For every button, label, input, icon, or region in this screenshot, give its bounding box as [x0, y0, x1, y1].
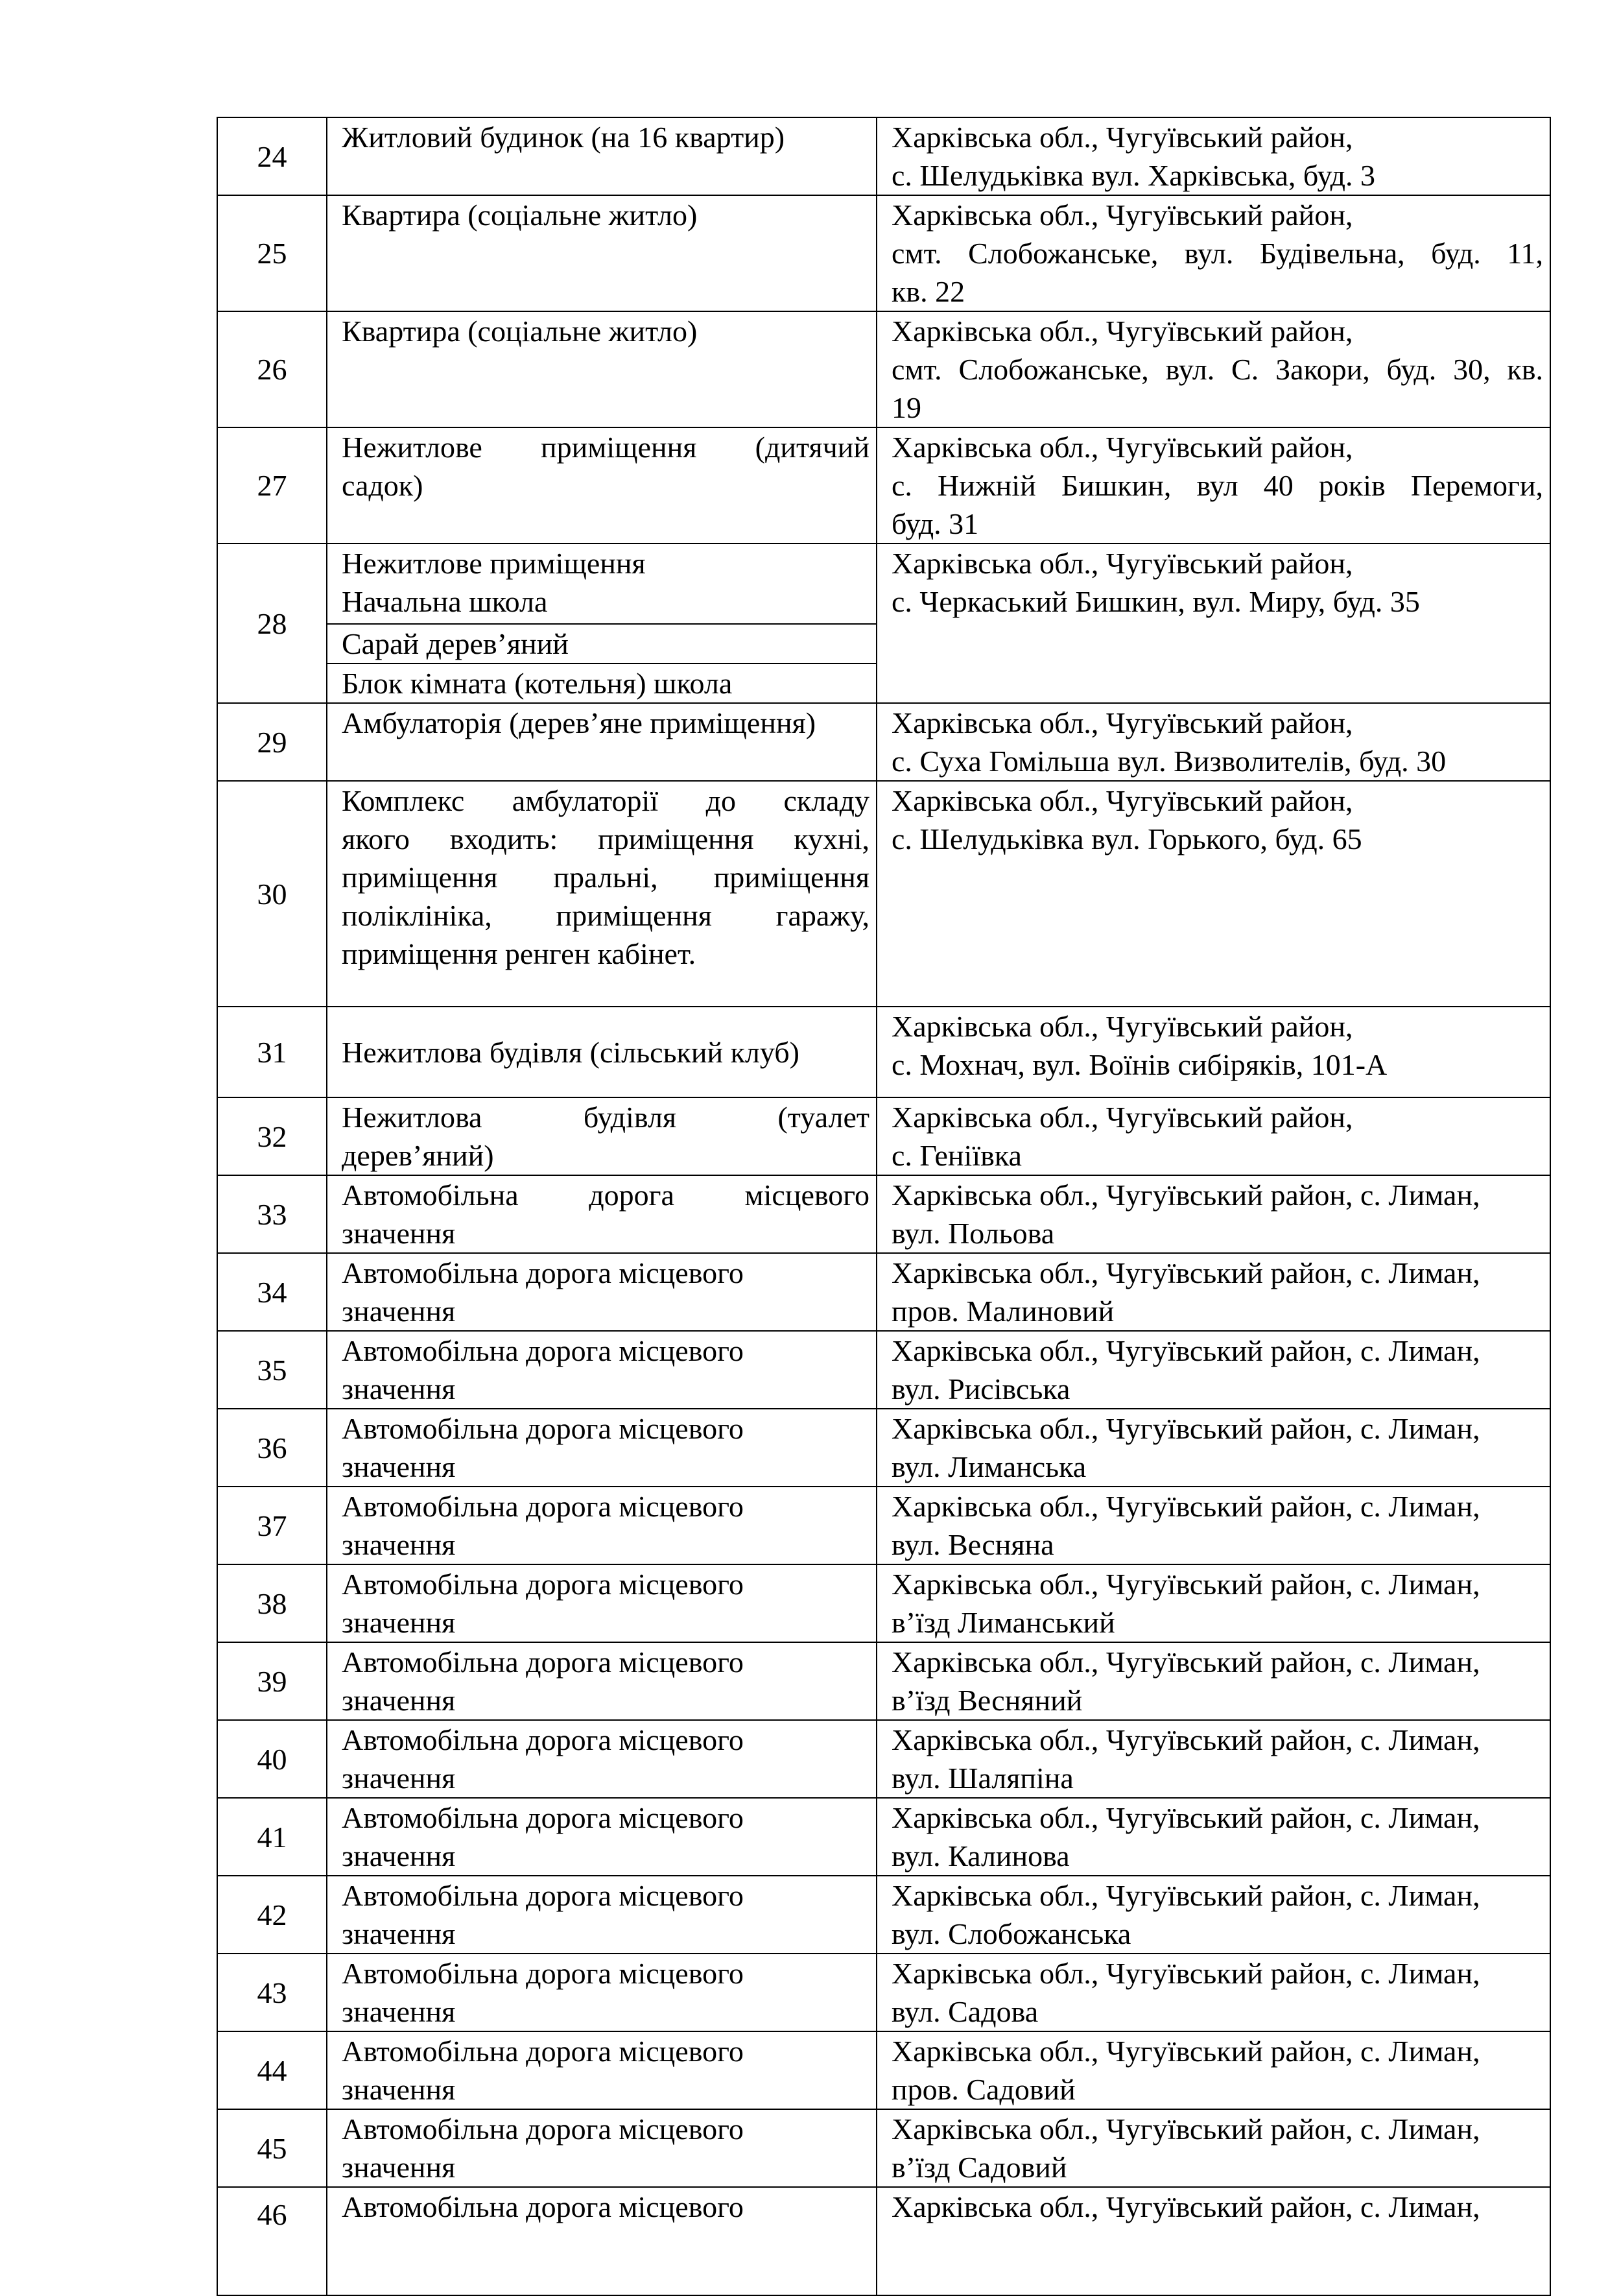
object-name: Блок кімната (котельня) школа	[327, 664, 877, 703]
name-line: приміщення ренген кабінет.	[342, 937, 696, 970]
name-line: значення	[342, 1606, 456, 1639]
object-address	[877, 1798, 1550, 1876]
name-line: садок)	[342, 469, 423, 502]
row-number: 46	[217, 2187, 327, 2295]
table-row	[217, 1007, 1550, 1097]
address-line: Харківська обл., Чугуївський район,	[892, 784, 1353, 817]
row-number: 37	[217, 1487, 327, 1564]
row-number: 34	[217, 1253, 327, 1331]
address-line: Харківська обл., Чугуївський район, с. Лиман,	[892, 1879, 1480, 1912]
name-line: значення	[342, 1684, 456, 1717]
table-row	[217, 781, 1550, 1007]
object-name	[327, 1409, 877, 1487]
name-line: Автомобільна дорога місцевого	[342, 1178, 869, 1212]
name-line: поліклініка, приміщення гаражу,	[342, 899, 869, 932]
table-row	[217, 195, 1550, 311]
name-line: значення	[342, 1839, 456, 1872]
address-line: Харківська обл., Чугуївський район, с. Лиман,	[892, 1723, 1480, 1756]
object-name: Квартира (соціальне житло)	[327, 311, 877, 427]
address-line: вул. Польова	[892, 1217, 1055, 1250]
object-address	[877, 427, 1550, 544]
name-line: Нежитлова будівля (туалет	[342, 1101, 869, 1134]
table-row	[217, 117, 1550, 195]
address-line: Харківська обл., Чугуївський район, с. Лиман,	[892, 1568, 1480, 1601]
object-address	[877, 781, 1550, 1007]
row-number: 28	[217, 544, 327, 703]
address-line: Харківська обл., Чугуївський район, с. Лиман,	[892, 1957, 1480, 1990]
table-row	[217, 1253, 1550, 1331]
object-name	[327, 1253, 877, 1331]
table-row	[217, 703, 1550, 781]
table-row	[217, 1331, 1550, 1409]
address-line: вул. Шаляпіна	[892, 1762, 1074, 1795]
row-number: 32	[217, 1097, 327, 1175]
table-row	[217, 2109, 1550, 2187]
address-line: в’їзд Лиманський	[892, 1606, 1115, 1639]
name-line: значення	[342, 1995, 456, 2028]
name-line: Автомобільна дорога місцевого	[342, 1879, 744, 1912]
object-name	[327, 1487, 877, 1564]
address-line: вул. Весняна	[892, 1528, 1054, 1561]
address-line: Харківська обл., Чугуївський район,	[892, 547, 1353, 580]
address-line: Харківська обл., Чугуївський район, с. Лиман,	[892, 2035, 1480, 2068]
row-number: 42	[217, 1876, 327, 1954]
name-line: Автомобільна дорога місцевого	[342, 1723, 744, 1756]
object-name: Житловий будинок (на 16 квартир)	[327, 117, 877, 195]
name-line: Комплекс амбулаторії до складу	[342, 784, 869, 817]
address-line: Харківська обл., Чугуївський район, с. Лиман,	[892, 1412, 1480, 1445]
address-line: Харківська обл., Чугуївський район, с. Лиман,	[892, 1490, 1480, 1523]
row-number: 26	[217, 311, 327, 427]
name-line: Автомобільна дорога місцевого	[342, 1957, 744, 1990]
object-name: Нежитлова будівля (сільський клуб)	[327, 1007, 877, 1097]
object-address	[877, 1720, 1550, 1798]
object-address	[877, 117, 1550, 195]
name-line: значення	[342, 1450, 456, 1483]
object-address	[877, 195, 1550, 311]
object-address	[877, 1409, 1550, 1487]
address-line: Харківська обл., Чугуївський район, с. Лиман,	[892, 1178, 1480, 1212]
object-address	[877, 1876, 1550, 1954]
name-line: Автомобільна дорога місцевого	[342, 1490, 744, 1523]
row-number: 45	[217, 2109, 327, 2187]
address-line: Харківська обл., Чугуївський район, с. Лиман,	[892, 1645, 1480, 1679]
row-number: 39	[217, 1642, 327, 1720]
address-line: Харківська обл., Чугуївський район,	[892, 315, 1353, 348]
name-line: Начальна школа	[342, 585, 548, 618]
row-number: 40	[217, 1720, 327, 1798]
name-line: Автомобільна дорога місцевого	[342, 2035, 744, 2068]
row-number: 30	[217, 781, 327, 1007]
name-line: приміщення пральні, приміщення	[342, 861, 869, 894]
address-line: Харківська обл., Чугуївський район,	[892, 198, 1353, 232]
address-line: вул. Слобожанська	[892, 1917, 1131, 1950]
object-address	[877, 2109, 1550, 2187]
object-address	[877, 1642, 1550, 1720]
name-line: Автомобільна дорога місцевого	[342, 1256, 744, 1289]
object-address	[877, 544, 1550, 703]
object-name: Амбулаторія (дерев’яне приміщення)	[327, 703, 877, 781]
name-line: значення	[342, 1917, 456, 1950]
object-name: Автомобільна дорога місцевого	[327, 2187, 877, 2295]
name-line: Нежитлове приміщення	[342, 547, 646, 580]
row-number: 31	[217, 1007, 327, 1097]
address-line: смт. Слобожанське, вул. Будівельна, буд. 11,	[892, 237, 1543, 270]
object-name	[327, 1954, 877, 2031]
object-name	[327, 1642, 877, 1720]
object-name	[327, 427, 877, 544]
table-row	[217, 1954, 1550, 2031]
table-row	[217, 1487, 1550, 1564]
name-line: Автомобільна дорога місцевого	[342, 1334, 744, 1367]
address-line: с. Суха Гомільша вул. Визволителів, буд. 30	[892, 745, 1447, 778]
object-name	[327, 544, 877, 624]
address-line: с. Шелудьківка вул. Харківська, буд. 3	[892, 159, 1376, 192]
object-name	[327, 1097, 877, 1175]
address-line: вул. Лиманська	[892, 1450, 1087, 1483]
object-address	[877, 2187, 1550, 2295]
table-row	[217, 2031, 1550, 2109]
object-address	[877, 1253, 1550, 1331]
name-line: значення	[342, 2073, 456, 2106]
address-line: с. Геніївка	[892, 1139, 1022, 1172]
name-line: якого входить: приміщення кухні,	[342, 822, 869, 855]
row-number: 36	[217, 1409, 327, 1487]
property-table	[217, 117, 1551, 2296]
address-line: Харківська обл., Чугуївський район, с. Лиман,	[892, 2190, 1480, 2223]
row-number: 33	[217, 1175, 327, 1253]
name-line: Автомобільна дорога місцевого	[342, 1645, 744, 1679]
table-row	[217, 1642, 1550, 1720]
object-name	[327, 1876, 877, 1954]
address-line: вул. Калинова	[892, 1839, 1070, 1872]
object-name	[327, 1564, 877, 1642]
name-line: Автомобільна дорога місцевого	[342, 1412, 744, 1445]
row-number: 29	[217, 703, 327, 781]
object-address	[877, 703, 1550, 781]
row-number: 27	[217, 427, 327, 544]
address-line: пров. Садовий	[892, 2073, 1076, 2106]
address-line: смт. Слобожанське, вул. С. Закори, буд. 30, кв.	[892, 353, 1543, 386]
table-row	[217, 1409, 1550, 1487]
address-line: в’їзд Весняний	[892, 1684, 1083, 1717]
table-row	[217, 427, 1550, 544]
address-line: Харківська обл., Чугуївський район,	[892, 706, 1353, 739]
object-address	[877, 1175, 1550, 1253]
name-line: значення	[342, 1762, 456, 1795]
address-line: Харківська обл., Чугуївський район,	[892, 121, 1353, 154]
row-number: 44	[217, 2031, 327, 2109]
address-line: с. Шелудьківка вул. Горького, буд. 65	[892, 822, 1362, 855]
object-address	[877, 1097, 1550, 1175]
address-line: 19	[892, 391, 921, 424]
object-name: Квартира (соціальне житло)	[327, 195, 877, 311]
table-row	[217, 544, 1550, 624]
address-line: Харківська обл., Чугуївський район,	[892, 431, 1353, 464]
row-number: 41	[217, 1798, 327, 1876]
object-name	[327, 2031, 877, 2109]
row-number: 24	[217, 117, 327, 195]
name-line: дерев’яний)	[342, 1139, 494, 1172]
object-name: Сарай дерев’яний	[327, 624, 877, 664]
table-row	[217, 1564, 1550, 1642]
table-row	[217, 1798, 1550, 1876]
address-line: Харківська обл., Чугуївський район,	[892, 1010, 1353, 1043]
address-line: Харківська обл., Чугуївський район, с. Лиман,	[892, 1256, 1480, 1289]
object-name	[327, 1720, 877, 1798]
address-line: пров. Малиновий	[892, 1295, 1115, 1328]
row-number: 38	[217, 1564, 327, 1642]
object-name	[327, 781, 877, 1007]
name-line: Автомобільна дорога місцевого	[342, 1801, 744, 1834]
address-line: буд. 31	[892, 507, 979, 540]
table-row	[217, 1175, 1550, 1253]
row-number: 43	[217, 1954, 327, 2031]
object-name	[327, 2109, 877, 2187]
row-number: 35	[217, 1331, 327, 1409]
name-line: Автомобільна дорога місцевого	[342, 2112, 744, 2146]
object-address	[877, 1564, 1550, 1642]
name-line: Автомобільна дорога місцевого	[342, 1568, 744, 1601]
name-line: значення	[342, 1528, 456, 1561]
address-line: Харківська обл., Чугуївський район, с. Лиман,	[892, 2112, 1480, 2146]
name-line: значення	[342, 2151, 456, 2184]
address-line: в’їзд Садовий	[892, 2151, 1067, 2184]
address-line: Харківська обл., Чугуївський район,	[892, 1101, 1353, 1134]
table-row	[217, 1876, 1550, 1954]
name-line: значення	[342, 1372, 456, 1405]
table-row	[217, 2187, 1550, 2295]
address-line: Харківська обл., Чугуївський район, с. Лиман,	[892, 1801, 1480, 1834]
table-row	[217, 1720, 1550, 1798]
object-address	[877, 1487, 1550, 1564]
address-line: с. Нижній Бишкин, вул 40 років Перемоги,	[892, 469, 1543, 502]
object-name	[327, 1798, 877, 1876]
object-name	[327, 1331, 877, 1409]
object-address	[877, 1331, 1550, 1409]
object-address	[877, 1007, 1550, 1097]
object-address	[877, 1954, 1550, 2031]
table-row	[217, 311, 1550, 427]
address-line: с. Черкаський Бишкин, вул. Миру, буд. 35	[892, 585, 1420, 618]
object-address	[877, 2031, 1550, 2109]
name-line: значення	[342, 1295, 456, 1328]
address-line: вул. Рисівська	[892, 1372, 1070, 1405]
object-address	[877, 311, 1550, 427]
address-line: вул. Садова	[892, 1995, 1039, 2028]
table-row	[217, 1097, 1550, 1175]
object-name	[327, 1175, 877, 1253]
name-line: значення	[342, 1217, 456, 1250]
address-line: кв. 22	[892, 275, 965, 308]
name-line: Нежитлове приміщення (дитячий	[342, 431, 869, 464]
address-line: Харківська обл., Чугуївський район, с. Лиман,	[892, 1334, 1480, 1367]
address-line: с. Мохнач, вул. Воїнів сибіряків, 101-А	[892, 1048, 1388, 1081]
row-number: 25	[217, 195, 327, 311]
